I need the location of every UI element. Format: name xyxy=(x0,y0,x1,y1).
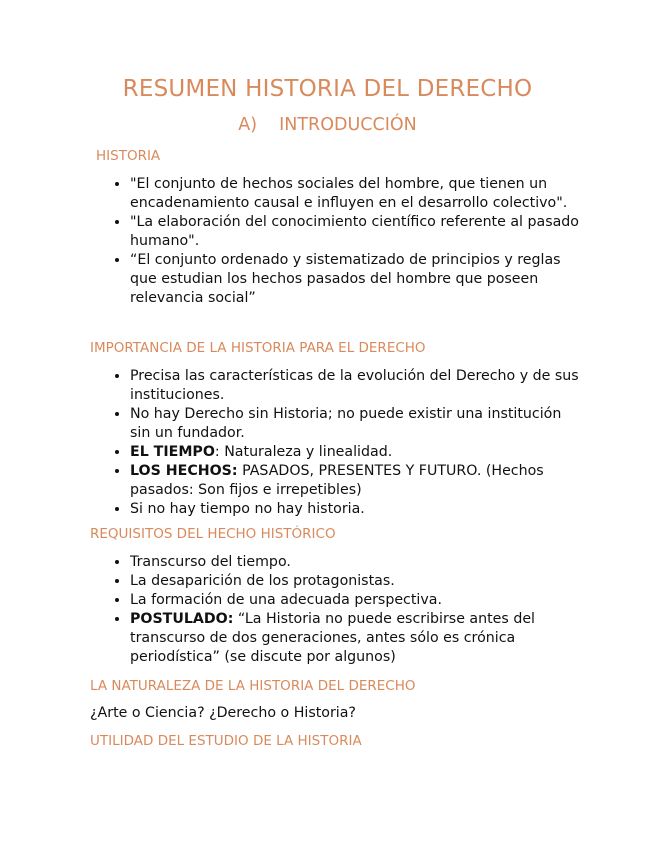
list-item: • La desaparición de los protagonistas. xyxy=(130,572,580,591)
bold-term: EL TIEMPO xyxy=(130,444,215,460)
bold-term: POSTULADO: xyxy=(130,611,234,627)
list-item xyxy=(130,610,580,667)
list-item: • No hay Derecho sin Historia; no puede existir una institución sin un fundador. xyxy=(130,405,580,443)
document-title: RESUMEN HISTORIA DEL DERECHO xyxy=(122,76,533,102)
section-heading-naturaleza: LA NATURALEZA DE LA HISTORIA DEL DERECHO xyxy=(90,678,416,694)
subtitle-text: INTRODUCCIÓN xyxy=(279,115,417,135)
subtitle-number: A) xyxy=(238,115,258,135)
list-item: • Si no hay tiempo no hay historia. xyxy=(130,500,580,519)
list-item: • La formación de una adecuada perspectiva. xyxy=(130,591,580,610)
item-text: “La Historia no puede escribirse antes del transcurso de dos generaciones, antes sólo es crónica periodística” (se discute por algunos) xyxy=(130,611,535,665)
naturaleza-text: ¿Arte o Ciencia? ¿Derecho o Historia? xyxy=(90,705,356,721)
list-item: • "La elaboración del conocimiento científico referente al pasado humano". xyxy=(130,213,580,251)
importancia-list xyxy=(110,367,580,519)
list-item: • Transcurso del tiempo. xyxy=(130,553,580,572)
section-heading-historia: HISTORIA xyxy=(96,148,161,164)
requisitos-list xyxy=(110,553,580,667)
item-text: PASADOS, PRESENTES Y FUTURO. (Hechos pasados: Son fijos e irrepetibles) xyxy=(130,463,544,498)
item-text: : Naturaleza y linealidad. xyxy=(214,444,393,460)
section-heading-utilidad: UTILIDAD DEL ESTUDIO DE LA HISTORIA xyxy=(90,733,362,749)
section-heading-importancia: IMPORTANCIA DE LA HISTORIA PARA EL DERECHO xyxy=(90,340,426,356)
list-item: • “El conjunto ordenado y sistematizado de principios y reglas que estudian los hechos pasados del hombre que poseen relevancia social” xyxy=(130,251,580,308)
bold-term: LOS HECHOS: xyxy=(130,463,238,479)
section-heading-requisitos: REQUISITOS DEL HECHO HISTÓRICO xyxy=(90,526,336,542)
historia-list xyxy=(110,175,580,308)
list-item: • "El conjunto de hechos sociales del hombre, que tienen un encadenamiento causal e influyen en el desarrollo colectivo". xyxy=(130,175,580,213)
document-subtitle xyxy=(0,115,655,135)
list-item xyxy=(130,462,580,500)
list-item xyxy=(130,443,580,462)
list-item: • Precisa las características de la evolución del Derecho y de sus instituciones. xyxy=(130,367,580,405)
